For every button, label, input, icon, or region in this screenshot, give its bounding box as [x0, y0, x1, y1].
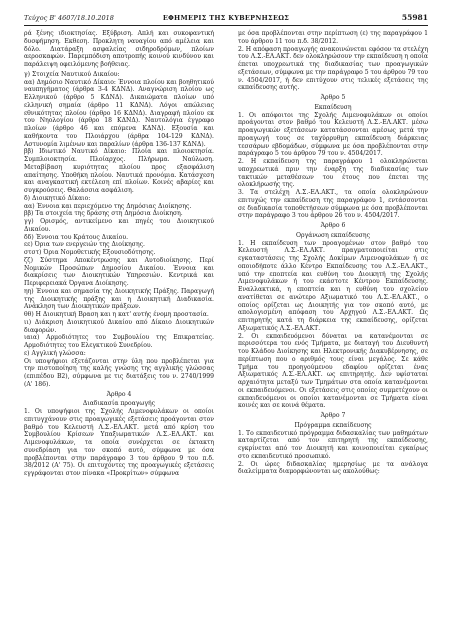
paragraph: 2. Οι ώρες διδασκαλίας ημερησίως με τα ανάλογα διαλείμματα διαμορφώνονται ως ακολούθως:	[238, 460, 428, 476]
paragraph: αα) Έννοια και περιεχόμενο της Δημόσιας Διοίκησης.	[24, 202, 192, 210]
paragraph: 3. Τα στελέχη Λ.Σ.-ΕΛ.ΑΚΤ., τα οποία ολοκληρώνουν επιτυχώς την εκπαίδευση της παραγράφου 1, εντάσσονται σε διαδικασία τοποθετήσεων σύμφωνα με όσα προβλέπονται στην παράγραφο 3 του άρθρου 26 του ν. 4504/2017.	[238, 189, 428, 220]
article-heading: Άρθρο 7	[320, 412, 346, 419]
paragraph: 2. Η εκπαίδευση της παραγράφου 1 ολοκληρώνεται υποχρεωτικά πριν την έναρξη της διαδικασίας των τακτικών μεταθέσεων του έτους που έπεται της ολοκλήρωσής της.	[238, 158, 428, 189]
paragraph: θθ) Η Διοικητική Βραση και η κατ' αυτής ένομη προστασία.	[24, 311, 209, 318]
paragraph: ββ) Τα στοιχεία της δράσης στη Δημόσια Διοίκηση.	[24, 210, 183, 218]
paragraph: αα) Δημόσιο Ναυτικό Δίκαιο: Έννοια πλοίου και βοηθητικού ναυπηγήματος (άρθρα 3-4 ΚΔΝΔ). Αναγνώριση πλοίου ως Ελληνικού (άρθρο 5 ΚΔΝΔ). Δικαιώματα πλοίων υπό ελληνική σημαία (άρθρο 11 ΚΔΝΔ). Λόγοι απώλειας εθνικότητας πλοίου (άρθρο 16 ΚΔΝΔ). Διαγραφή πλοίου εκ του Νηολογίου (άρθρο 18 ΚΔΝΔ). Ναυτολόγια έγγραφο πλοίων (άρθρο 46 και επόμενα ΚΔΝΔ). Εξουσία και καθήκοντα του Πλοιάρχου (άρθρα 104-129 ΚΔΝΔ). Αστυνομία λιμένων και παραλίων (άρθρα 136-137 ΚΔΝΔ).	[24, 78, 214, 148]
left-column	[24, 30, 214, 478]
header-rule	[24, 25, 428, 26]
paragraph: 1. Οι υποψήφιοι της Σχολής Λιμενοφυλάκων οι οποίοι επιτυγχάνουν στις προαγωγικές εξετάσεις προάγονται στον βαθμό του Κελευστή Λ.Σ.-ΕΛ.ΑΚΤ. μετά από κρίση του Συμβουλίου Κρίσεων Υπαξιωματικών Λ.Σ.-ΕΛ.ΑΚΤ. και Λιμενοφυλάκων, τα οποία συνέρχεται σε έκτακτη συνεδρίαση για τον σκοπό αυτό, σύμφωνα με όσα προβλέπονται στην παράγραφο 3 του άρθρου 9 του π.δ. 38/2012 (Α' 75). Οι επιτυχόντες της προαγωγικές εξετάσεις εγγράφονται στον πίνακα «Προκρίτων» σύμφωνα	[24, 408, 214, 477]
gazette-title: ΕΦΗΜΕΡΙΣ ΤΗΣ ΚΥΒΕΡΝΗΣΕΩΣ	[162, 14, 290, 22]
issue-label: Τεύχος Β' 4607/18.10.2018	[24, 14, 114, 22]
right-column	[238, 30, 428, 476]
page-header	[24, 12, 428, 24]
paragraph: 1. Οι απόφοιτοι της Σχολής Λιμενοφυλάκων οι οποίοι προάγονται στον βαθμό του Κελευστή Λ.Σ.-ΕΛ.ΑΚΤ. μέσω προαγωγικών εξετάσεων κατατάσσονται αμέσως μετά την προαγωγή τους σε ταχύρρυθμη εκπαίδευση διάρκειας τεσσάρων εβδομάδων, σύμφωνα με όσα προβλέπονται στην παράγραφο 5 του άρθρου 79 του ν. 4504/2017.	[238, 111, 428, 158]
paragraph: 1. Το εκπαιδευτικό πρόγραμμα διδασκαλίας των μαθημάτων καταρτίζεται από τον επιτηρητή της εκπαίδευσης, εγκρίνεται από τον Διοικητή και κοινοποιείται εγκαίρως στο εκπαιδευτικό προσωπικό.	[238, 429, 428, 460]
article-subheading: Εκπαίδευση	[314, 103, 352, 111]
page-number: 55981	[401, 13, 428, 22]
paragraph: ββ) Ιδιωτικό Ναυτικό Δίκαιο: Πλοία και πλοιοκτησία. Συμπλοιοκτησία. Πλοίαρχος. Πλήρωμα. Ναύλωση. Μεταβίβαση κυριότητας πλοίου προς εξασφάλιση απαίτησης. Υποθήκη πλοίου. Ναυτικά προνόμια. Κατάσχεση και αναγκαστική εκτέλεση επί πλοίων. Κοινές αβαρίες και συγκρούσεις. Θαλάσσια ασφάλιση.	[24, 148, 214, 194]
paragraph: με όσα προβλέπονται στην περίπτωση (ε) της παραγράφου 1 του άρθρου 11 του π.δ. 38/2012.	[238, 30, 428, 45]
article-heading: Άρθρο 6	[320, 222, 346, 229]
paragraph: ε) Αγγλική γλώσσα:	[24, 349, 86, 357]
paragraph: ιαια) Αρμοδιότητες του Συμβουλίου της Επικρατείας. Αρμοδιότητες του Ελεγκτικού Συνεδρίου.	[24, 334, 214, 349]
paragraph: ηη) Έννοια και σημασία της Διοικητικής Πράξης. Παραγωγή της Διοικητικής πράξης και η Διοικητική Διαδικασία. Ανάκληση των Διοικητικών πράξεων.	[24, 287, 214, 311]
paragraph: εε) Όρια των ενεργειών της Διοίκησης.	[24, 241, 145, 249]
article-subheading: Οργάνωση εκπαίδευσης	[296, 231, 370, 239]
paragraph: 1. Η εκπαίδευση των προαγομένων στον βαθμό του Κελευστή Λ.Σ.-ΕΛ.ΑΚΤ. πραγματοποιείται στις εγκαταστάσεις της Σχολής Δοκίμων Λιμενοφυλάκων ή σε οποιοδήποτε άλλο Κέντρο Εκπαίδευσης του Λ.Σ.-ΕΛ.ΑΚΤ., υπό την εποπτεία και ευθύνη του Διοικητή της Σχολής Λιμενοφυλάκων ή του εκάστοτε Κέντρου Εκπαίδευσης. Εναλλακτικά, η εποπτεία και η ευθύνη του σχολείου ανατίθεται σε ανώτερο Αξιωματικό του Λ.Σ.-ΕΛ.ΑΚΤ., ο οποίος ορίζεται ως Διοικητής για τον σκοπό αυτό, με απολογισμένη απόφαση του Αρχηγού Λ.Σ.-ΕΛ.ΑΚΤ. Ως επιτηρητής κατά τη διάρκεια της εκπαίδευσης, ορίζεται Αξιωματικός Λ.Σ.-ΕΛ.ΑΚΤ.	[238, 239, 428, 332]
paragraph: δδ) Έννοια του Κράτους Δικαίου.	[24, 233, 129, 241]
paragraph: γγ) Ορισμός, αντικείμενο και πηγές του Διοικητικού Δικαίου.	[24, 218, 214, 233]
paragraph: ρά ξένης ιδιοκτησίας. Εξύβριση. Απλή και συκοφαντική δυσφήμηση. Εκθεση. Προκλητη ναυαγίου από αμέλεια και δόλο. Διατάραξη ασφαλείας σιδηροδρόμων, πλοίων αεροσκαφών. Παρεμπόδιση αποτροπής κοινού κινδύνου και παράλειψη οφειλόμενης βοήθειας.	[24, 30, 214, 68]
paragraph: στστ) Όρια Νομοθετικής Εξουσιοδότησης.	[24, 249, 156, 256]
paragraph: Οι υποψήφιοι εξετάζονται στην ύλη που προβλέπεται για την πιστοποίηση της καλής γνώσης της αγγλικής γλώσσας (επιπέδου Β2), σύμφωνα με τις διατάξεις του ν. 2740/1999 (Α' 186).	[24, 357, 214, 388]
article-subheading: Πρόγραμμα εκπαίδευσης	[294, 421, 372, 429]
paragraph: ιι) Διάκριση Διοικητικού Δικαίου από Δίκαιο Διοικητικών διαφορών.	[24, 318, 214, 334]
article-heading: Άρθρο 4	[106, 390, 132, 398]
paragraph: δ) Διοικητικό Δίκαιο:	[24, 194, 91, 202]
paragraph: 2. Οι εκπαιδευόμενοι δύναται να κατανέμονται σε περισσότερα του ενός Τμήματα, με διαταγή του Διευθυντή του Κλάδου Διοίκησης και Ηλεκτρονικής Διακυβέρνησης, σε περίπτωση που ο αριθμός τους είναι μεγάλος. Σε κάθε Τμήμα του προηγούμενου εδαφίου ορίζεται ένας Αξιωματικός Λ.Σ.-ΕΛ.ΑΚΤ. ως επιτηρητής. Δεν υφίσταται αρχαιότητα μεταξύ των Τμημάτων στα οποία κατανέμονται οι εκπαιδευόμενοι. Οι εξετάσεις στις οποίες συμμετέχουν οι εκπαιδευόμενοι οι οποίοι κατανέμονται σε Τμήματα είναι κοινές και σε κοινά θέματα.	[238, 332, 428, 410]
paragraph: ζζ) Σύστημα Αποκέντρωσης και Αυτοδιοίκησης. Περί Νομικών Προσώπων Δημοσίου Δικαίου. Έννοια και διακρίσεις των Διοικητικών Υπηρεσιών. Κεντρικά και Περιφερειακά Όργανα Διοίκησης.	[24, 256, 214, 287]
paragraph: γ) Στοιχεία Ναυτικού Δικαίου:	[24, 70, 120, 78]
article-subheading: Διαδικασία προαγωγής	[82, 400, 156, 408]
paragraph: 2. Η απόφαση προαγωγής ανακοινώνεται εφόσον τα στελέχη του Λ.Σ.-ΕΛ.ΑΚΤ. δεν ολοκληρώσουν την εκπαίδευση η οποία έπεται υποχρεωτικά της διαδικασίας των προαγωγικών εξετάσεων, σύμφωνα με την παράγραφο 5 του άρθρου 79 του ν. 4504/2017, ή δεν επιτύχουν στις τελικές εξετάσεις της εκπαίδευσης αυτής.	[238, 45, 428, 92]
article-heading: Άρθρο 5	[320, 94, 346, 101]
